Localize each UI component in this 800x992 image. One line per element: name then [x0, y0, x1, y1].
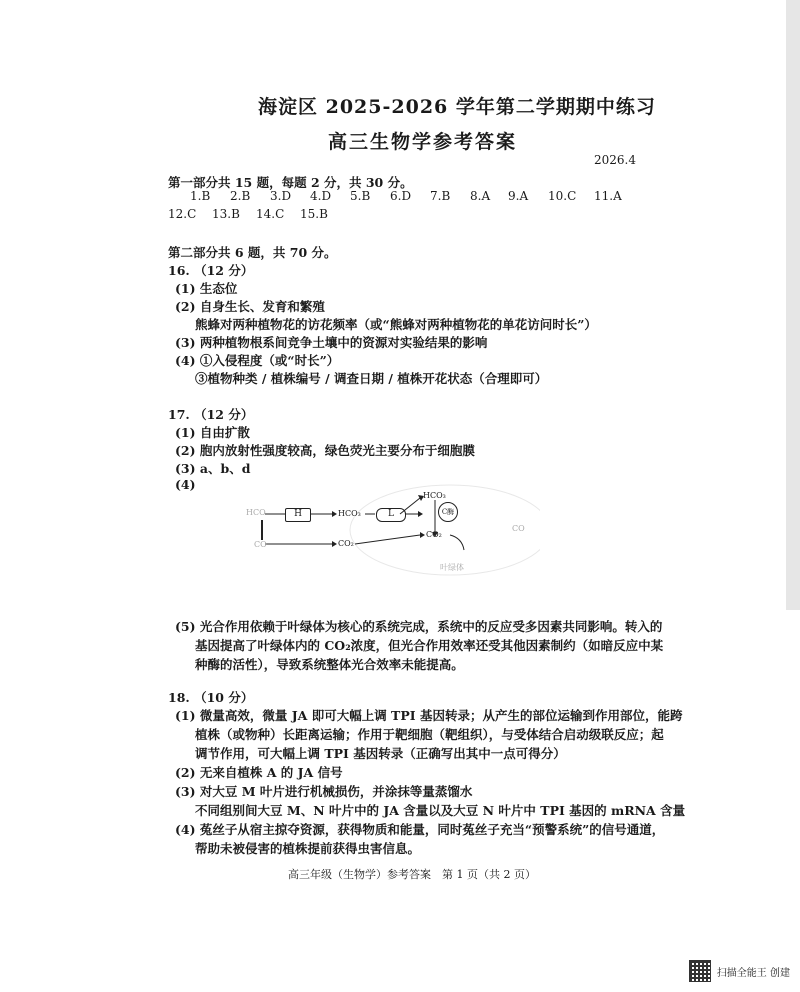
faint-label: 叶绿体 — [440, 563, 464, 572]
q17-q5-line: 基因提高了叶绿体内的 CO₂浓度，但光合作用效率还受其他因素制约（如暗反应中某 — [195, 638, 664, 653]
q18-line: (1) 微量高效，微量 JA 即可大幅上调 TPI 基因转录；从产生的部位运输到作用部位，能跨 — [175, 708, 683, 723]
mc-answer: 14.C — [256, 207, 285, 221]
q18-head: 18. （10 分） — [168, 690, 254, 705]
q18-line: 植株（或物种）长距离运输；作用于靶细胞（靶组织），与受体结合启动级联反应；起 — [195, 727, 664, 742]
q17-line: (1) 自由扩散 — [175, 425, 250, 440]
mc-answer: 13.B — [212, 207, 240, 221]
mc-answer: 9.A — [508, 189, 529, 203]
q17-line: (4) — [175, 477, 196, 492]
enzyme-c-circle: C酶 — [438, 502, 458, 522]
q18-line: (4) 菟丝子从宿主掠夺资源，获得物质和能量，同时菟丝子充当“预警系统”的信号通道， — [175, 822, 665, 837]
mc-answer: 8.A — [470, 189, 491, 203]
transporter-l-box: L — [376, 508, 406, 522]
mc-answer: 1.B — [190, 189, 211, 203]
mc-answer: 11.A — [594, 189, 622, 203]
mc-answer: 6.D — [390, 189, 412, 203]
q18-line: 调节作用，可大幅上调 TPI 基因转录（正确写出其中一点可得分） — [195, 746, 566, 761]
q17-head: 17. （12 分） — [168, 407, 254, 422]
diagram-arrows — [240, 480, 540, 580]
mc-answer: 12.C — [168, 207, 197, 221]
document-date: 2026.4 — [594, 153, 636, 167]
q16-head: 16. （12 分） — [168, 263, 254, 278]
hco3-label: HCO₃ — [423, 491, 446, 500]
mc-answer: 10.C — [548, 189, 577, 203]
co2-label: CO₂ — [338, 539, 354, 548]
q16-line: ③植物种类 / 植株编号 / 调查日期 / 植株开花状态（合理即可） — [195, 371, 548, 386]
page-edge-shadow — [786, 0, 800, 610]
mc-answer: 15.B — [300, 207, 328, 221]
q17-q5-line: (5) 光合作用依赖于叶绿体为核心的系统完成，系统中的反应受多因素共同影响。转入的 — [175, 619, 663, 634]
q18-line: 帮助未被侵害的植株提前获得虫害信息。 — [195, 841, 421, 856]
q16-line: (3) 两种植物根系间竞争土壤中的资源对实验结果的影响 — [175, 335, 488, 350]
mc-answer: 7.B — [430, 189, 451, 203]
faint-label: CO — [512, 524, 525, 533]
hco3-label: HCO₃ — [338, 509, 361, 518]
q17-line: (2) 胞内放射性强度较高，绿色荧光主要分布于细胞膜 — [175, 443, 475, 458]
faint-label: CO — [254, 540, 267, 549]
q16-line: (2) 自身生长、发育和繁殖 — [175, 299, 325, 314]
q18-line: (3) 对大豆 M 叶片进行机械损伤，并涂抹等量蒸馏水 — [175, 784, 473, 799]
watermark-text: 扫描全能王 创建 — [716, 967, 790, 979]
q16-line: (4) ①入侵程度（或“时长”） — [175, 353, 340, 368]
part1-heading: 第一部分共 15 题，每题 2 分，共 30 分。 — [168, 175, 413, 190]
q18-line: 不同组别间大豆 M、N 叶片中的 JA 含量以及大豆 N 叶片中 TPI 基因的 mRNA 含量 — [195, 803, 686, 818]
q18-line: (2) 无来自植株 A 的 JA 信号 — [175, 765, 343, 780]
mc-answer: 4.D — [310, 189, 332, 203]
co2-label: CO₂ — [426, 530, 442, 539]
document-subtitle: 高三生物学参考答案 — [328, 131, 518, 153]
q17-q5-line: 种酶的活性），导致系统整体光合效率未能提高。 — [195, 657, 464, 672]
page-footer: 高三年级（生物学）参考答案 第 1 页（共 2 页） — [288, 868, 536, 881]
mc-answer: 5.B — [350, 189, 371, 203]
faint-label: HCO — [246, 508, 266, 517]
part2-heading: 第二部分共 6 题，共 70 分。 — [168, 245, 337, 260]
mc-answer: 2.B — [230, 189, 251, 203]
scanner-watermark — [689, 960, 790, 982]
q16-line: 熊蜂对两种植物花的访花频率（或“熊蜂对两种植物花的单花访问时长”） — [195, 317, 597, 332]
bicarbonate-pathway-diagram — [240, 480, 540, 580]
transporter-h-box: H — [285, 508, 311, 522]
q17-line: (3) a、b、d — [175, 461, 251, 476]
q16-line: (1) 生态位 — [175, 281, 238, 296]
mc-answer: 3.D — [270, 189, 292, 203]
document-title: 海淀区 2025-2026 学年第二学期期中练习 — [258, 96, 656, 118]
qr-code-icon — [689, 960, 711, 982]
